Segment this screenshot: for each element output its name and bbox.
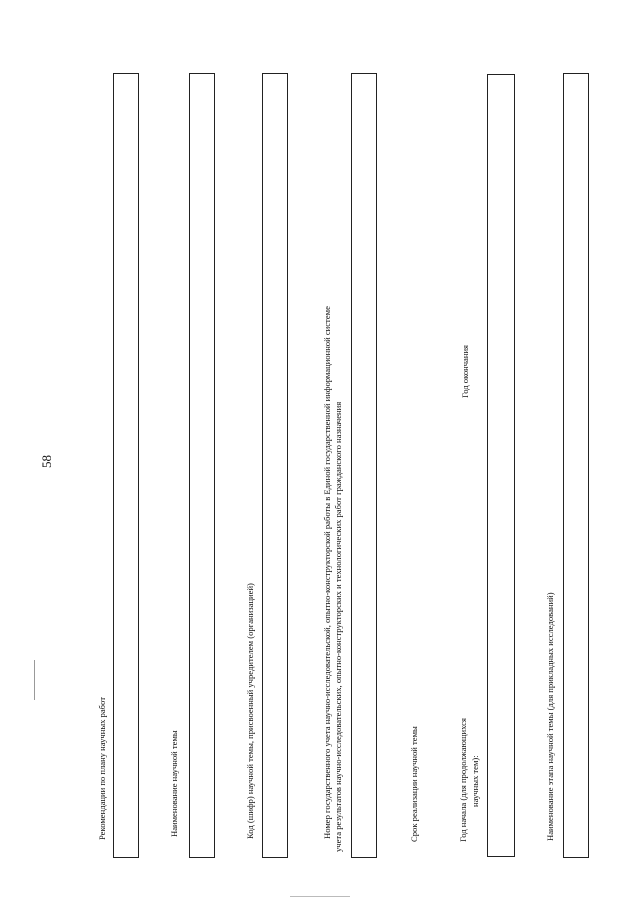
- start-year-field[interactable]: [487, 635, 515, 857]
- stage-name-field[interactable]: [563, 73, 589, 858]
- reg-number-field[interactable]: [351, 73, 377, 858]
- start-year-label-line2: научных тем):: [470, 755, 480, 807]
- term-label: Срок реализации научной темы: [409, 726, 419, 842]
- page-number: 58: [39, 455, 54, 468]
- topic-name-field[interactable]: [189, 73, 215, 858]
- topic-name-label: Наименование научной темы: [169, 730, 179, 837]
- scan-edge-line: [34, 660, 35, 700]
- code-field[interactable]: [262, 73, 288, 858]
- end-year-field[interactable]: [487, 74, 515, 638]
- stage-name-label: Наименование этапа научной темы (для прикладных исследований): [545, 592, 555, 841]
- scan-edge-line-bottom: [290, 896, 350, 897]
- reg-number-label-line1: Номер государственного учета научно-исследовательской, опытно-конструкторской работы в Единой государственной информационной системе: [322, 306, 332, 839]
- reg-number-label-line2: учета результатов научно-исследовательских, опытно-конструкторских и технологических работ гражданского назначения: [333, 401, 343, 852]
- end-year-label: Год окончания: [460, 344, 470, 398]
- recommendations-label: Рекомендации по плану научных работ: [97, 697, 107, 840]
- start-year-label-line1: Год начала (для продолжающихся: [458, 718, 468, 842]
- code-label: Код (шифр) научной темы, присвоенный учредителем (организацией): [245, 583, 255, 839]
- recommendations-field[interactable]: [113, 73, 139, 858]
